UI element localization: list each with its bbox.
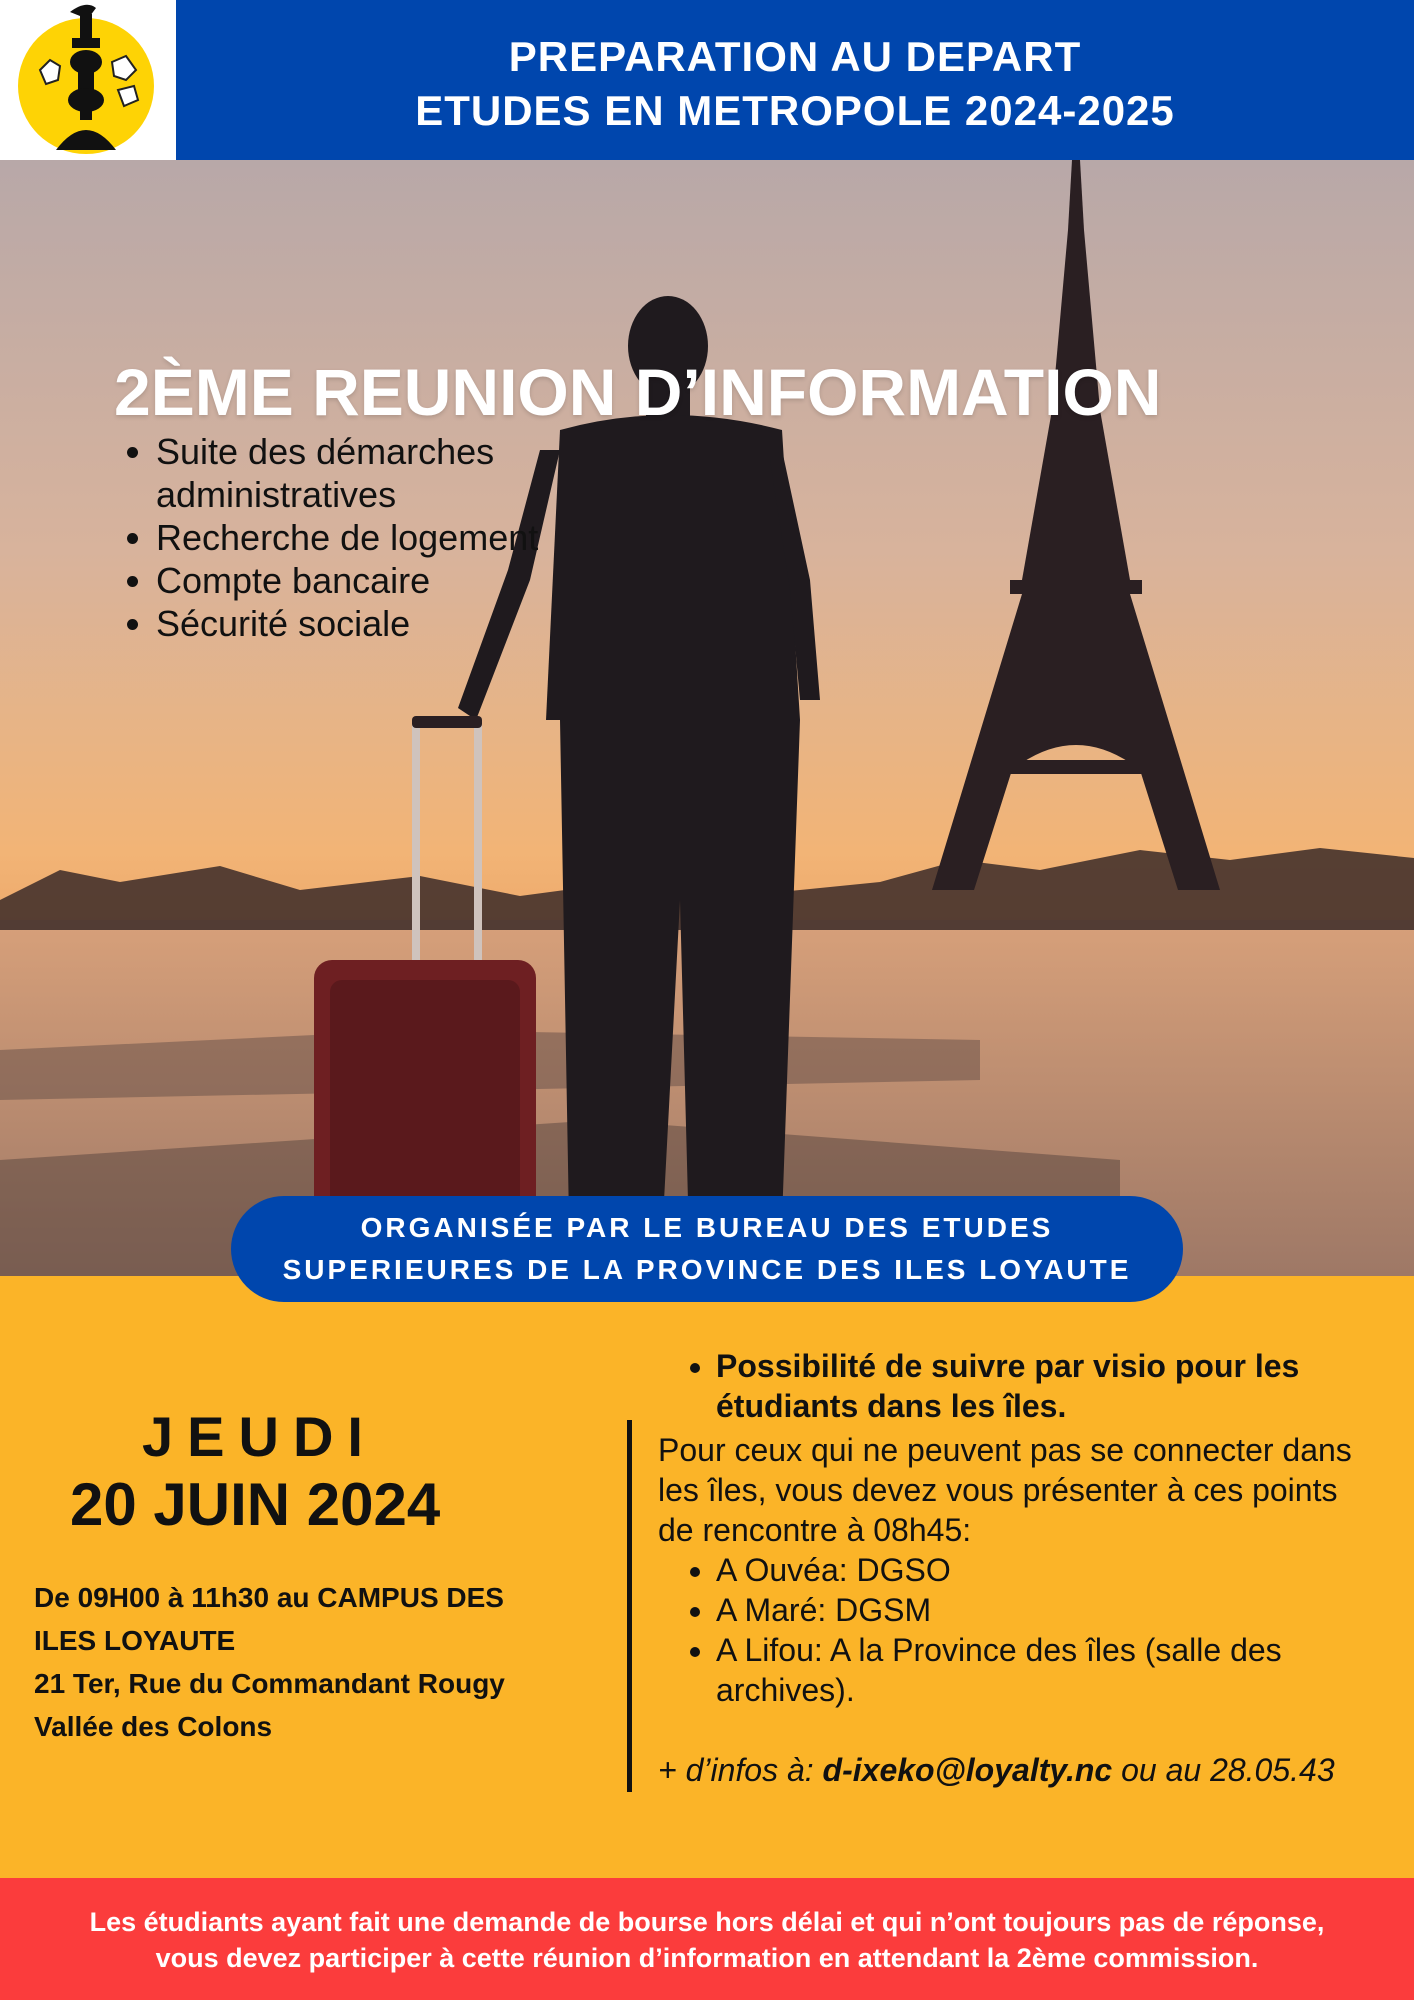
event-day: JEUDI [142, 1405, 377, 1468]
topic-item: • Compte bancaire [156, 559, 676, 602]
organizer-badge [231, 1196, 1183, 1302]
province-logo-icon [0, 0, 176, 160]
contact-email-link[interactable]: d-ixeko@loyalty.nc [822, 1752, 1113, 1788]
venue-line: De 09H00 à 11h30 au CAMPUS DES [34, 1582, 504, 1613]
contact-prefix: + d’infos à: [658, 1752, 823, 1788]
meeting-points-list [678, 1550, 1406, 1710]
topic-item: • Suite des démarches administratives [156, 430, 676, 516]
header-title-line1: PREPARATION AU DEPART [508, 33, 1082, 80]
header-title [176, 30, 1414, 138]
header-banner [0, 0, 1414, 160]
venue-line: ILES LOYAUTE [34, 1625, 236, 1656]
event-venue [34, 1576, 624, 1748]
venue-line: 21 Ter, Rue du Commandant Rougy [34, 1668, 505, 1699]
contact-suffix: ou au 28.05.43 [1112, 1752, 1335, 1788]
meeting-point-item: • A Maré: DGSM [716, 1590, 1406, 1630]
remote-intro: Pour ceux qui ne peuvent pas se connecter dans les îles, vous devez vous présenter à ces points de rencontre à 08h45: [658, 1432, 1352, 1548]
contact-info [658, 1750, 1378, 1790]
logo-box [0, 0, 176, 160]
venue-line: Vallée des Colons [34, 1711, 273, 1742]
footer-banner [0, 1878, 1414, 2000]
visio-note [678, 1346, 1396, 1426]
meeting-title: 2ÈME REUNION D’INFORMATION [114, 355, 1162, 429]
topic-item: • Recherche de logement [156, 516, 676, 559]
organizer-line2: SUPERIEURES DE LA PROVINCE DES ILES LOYAUTE [282, 1254, 1132, 1285]
topics-list [118, 430, 676, 645]
meeting-point-item: • A Ouvéa: DGSO [716, 1550, 1406, 1590]
meeting-point-item: • A Lifou: A la Province des îles (salle des archives). [716, 1630, 1406, 1710]
eiffel-tower-sunset-illustration [0, 160, 1414, 1276]
visio-item: • Possibilité de suivre par visio pour les étudiants dans les îles. [716, 1346, 1396, 1426]
vertical-divider [627, 1420, 632, 1792]
hero-photo [0, 160, 1414, 1276]
topic-item: • Sécurité sociale [156, 602, 676, 645]
footer-line1: Les étudiants ayant fait une demande de bourse hors délai et qui n’ont toujours pas de réponse, [89, 1907, 1325, 1937]
organizer-line1: ORGANISÉE PAR LE BUREAU DES ETUDES [360, 1212, 1054, 1243]
header-title-line2: ETUDES EN METROPOLE 2024-2025 [415, 87, 1175, 134]
event-date: 20 JUIN 2024 [70, 1471, 441, 1538]
footer-line2: vous devez participer à cette réunion d’information en attendant la 2ème commission. [155, 1943, 1259, 1973]
